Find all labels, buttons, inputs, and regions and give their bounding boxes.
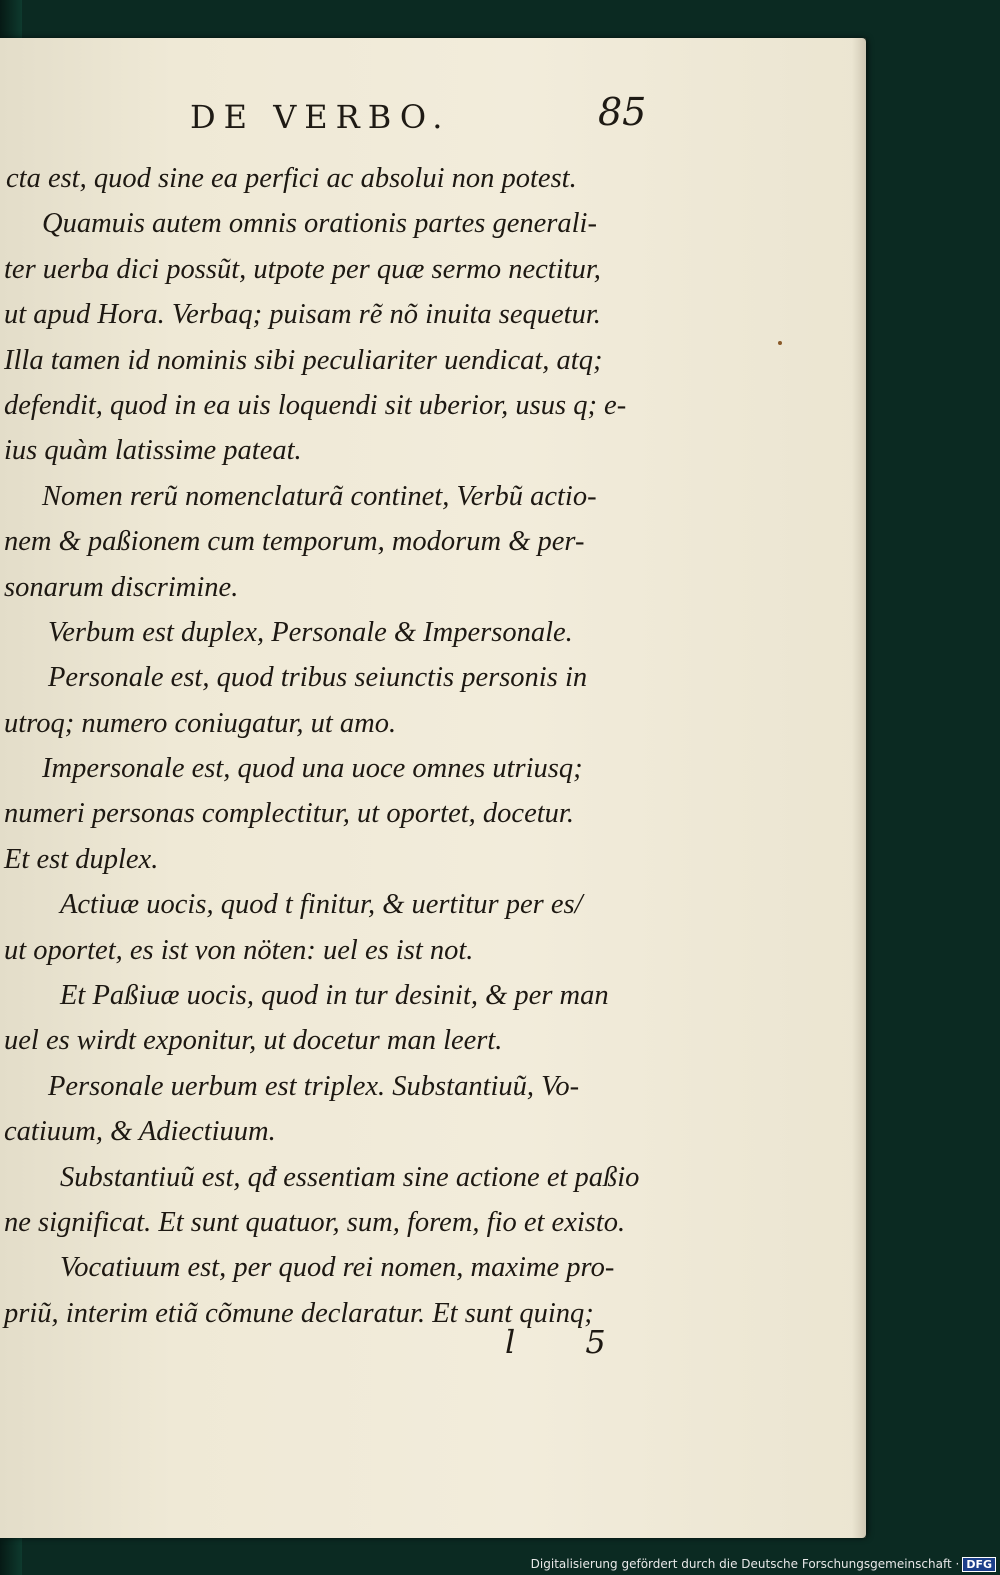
text-line: Personale uerbum est triplex. Substantiuũ, Vo-	[48, 1070, 580, 1102]
text-line: nem & paßionem cum temporum, modorum & per-	[4, 526, 585, 558]
text-line: Et Paßiuæ uocis, quod in tur desinit, & per man	[60, 980, 609, 1012]
dfg-logo: DFG	[962, 1557, 996, 1572]
text-line: defendit, quod in ea uis loquendi sit uberior, usus q; e-	[4, 389, 627, 421]
page-number: 85	[598, 90, 647, 134]
footer-text: Digitalisierung gefördert durch die Deutsche Forschungsgemeinschaft ·	[530, 1557, 960, 1571]
text-line: Substantiuũ est, qđ essentiam sine actione et paßio	[60, 1161, 640, 1193]
body-text	[0, 156, 700, 1336]
book-page	[0, 38, 866, 1538]
text-line: Vocatiuum est, per quod rei nomen, maxime pro-	[60, 1252, 615, 1284]
text-line: ter uerba dici possũt, utpote per quæ sermo nectitur,	[4, 253, 601, 285]
signature-mark: l 5	[505, 1323, 636, 1361]
text-line: utroq; numero coniugatur, ut amo.	[4, 707, 397, 739]
text-line: ius quàm latissime pateat.	[4, 435, 302, 467]
text-line: uel es wirdt exponitur, ut docetur man leert.	[4, 1025, 503, 1057]
text-line: Personale est, quod tribus seiunctis personis in	[48, 662, 588, 694]
text-line: Illa tamen id nominis sibi peculiariter uendicat, atq;	[4, 344, 603, 376]
text-line: Et est duplex.	[4, 843, 159, 875]
text-line: ne significat. Et sunt quatuor, sum, forem, fio et existo.	[4, 1206, 626, 1238]
text-line: ut apud Hora. Verbaq; puisam rẽ nõ inuita sequetur.	[4, 299, 601, 331]
text-line: Impersonale est, quod una uoce omnes utriusq;	[42, 753, 583, 785]
text-line: sonarum discrimine.	[4, 571, 239, 603]
page-edge-shading	[852, 38, 866, 1538]
text-line: Quamuis autem omnis orationis partes generali-	[42, 208, 597, 240]
text-line: Nomen rerũ nomenclaturã continet, Verbũ actio-	[42, 480, 597, 512]
text-line: Verbum est duplex, Personale & Impersonale.	[48, 616, 573, 648]
text-line: Actiuæ uocis, quod t finitur, & uertitur per es/	[60, 889, 583, 921]
text-line: priũ, interim etiã cõmune declaratur. Et sunt quinq;	[4, 1297, 594, 1329]
footer-credit	[531, 1557, 996, 1572]
ink-spot	[778, 341, 782, 345]
text-line: ut oportet, es ist von nöten: uel es ist not.	[4, 934, 474, 966]
text-line: cta est, quod sine ea perfici ac absolui non potest.	[6, 163, 577, 194]
text-line: numeri personas complectitur, ut oportet, docetur.	[4, 798, 574, 830]
text-line: catiuum, & Adiectiuum.	[4, 1116, 276, 1148]
running-head: DE VERBO.	[190, 98, 451, 136]
